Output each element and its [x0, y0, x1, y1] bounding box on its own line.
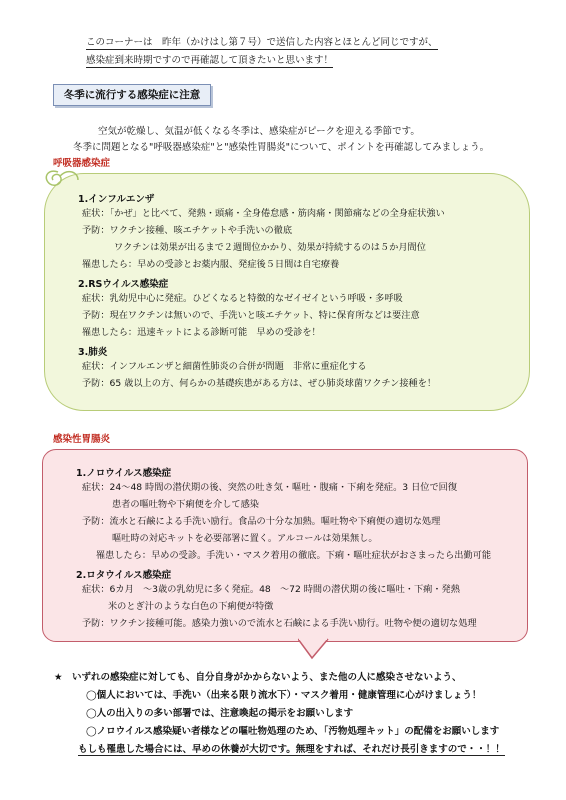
- influenza-title: 1.インフルエンザ: [78, 194, 155, 205]
- scroll-curl-decoration: [38, 164, 82, 200]
- pneumonia-title: 3.肺炎: [78, 347, 108, 358]
- gastro-label: 感染性胃腸炎: [53, 434, 111, 445]
- closing-line-5: もしも罹患した場合には、早めの休養が大切です。無理をすれば、それだけ長引きますので・・！！: [78, 741, 505, 756]
- rotavirus-title: 2.ロタウイルス感染症: [76, 570, 172, 581]
- lead-line-1: 空気が乾燥し、気温が低くなる冬季は、感染症がピークを迎える季節です。: [98, 126, 420, 137]
- lead-line-2: 冬季に問題となる"呼吸器感染症"と"感染性胃腸炎"について、ポイントを再確認してみましょう。: [73, 142, 490, 153]
- section-title: 冬季に流行する感染症に注意: [53, 84, 211, 106]
- norovirus-if-infected: 罹患したら：早めの受診。手洗い・マスク着用の徹底。下痢・嘔吐症状がおさまったら出勤可能: [96, 550, 492, 561]
- influenza-if-infected: 罹患したら：早めの受診とお薬内服、発症後５日間は自宅療養: [82, 259, 340, 270]
- respiratory-label: 呼吸器感染症: [53, 158, 111, 169]
- closing-line-2: ◯個人においては、手洗い（出来る限り流水下）・マスク着用・健康管理に心がけましょう！: [86, 690, 482, 701]
- rsv-prevention: 予防：現在ワクチンは無いので、手洗いと咳エチケット、特に保育所などは要注意: [82, 310, 420, 321]
- norovirus-transmission: 患者の嘔吐物や下痢便を介して感染: [112, 499, 259, 510]
- influenza-prevention: 予防：ワクチン接種、咳エチケットや手洗いの徹底: [82, 225, 293, 236]
- rotavirus-feature: 米のとぎ汁のような白色の下痢便が特徴: [108, 601, 274, 612]
- rsv-symptoms: 症状：乳幼児中心に発症。ひどくなると特徴的なゼイゼイという呼吸・多呼吸: [82, 293, 403, 304]
- intro-line-1: このコーナーは 昨年（かけはし第７号）で送信した内容とほとんど同じですが、: [86, 37, 438, 48]
- closing-line-4: ◯ノロウイルス感染疑い者様などの嘔吐物処理のため、「汚物処理キット」の配備をお願いします: [86, 726, 500, 737]
- closing-line-3: ◯人の出入りの多い部署では、注意喚起の掲示をお願いします: [86, 708, 354, 719]
- norovirus-title: 1.ノロウイルス感染症: [76, 468, 172, 479]
- norovirus-prevention: 予防：流水と石鹸による手洗い励行。食品の十分な加熱。嘔吐物や下痢便の適切な処理: [82, 516, 441, 527]
- pneumonia-prevention: 予防：65 歳以上の方、何らかの基礎疾患がある方は、ぜひ肺炎球菌ワクチン接種を！: [82, 378, 437, 389]
- intro-line-2: 感染症到来時期ですので再確認して頂きたいと思います！: [86, 55, 334, 66]
- closing-line-1: ★ いずれの感染症に対しても、自分自身がかからないよう、また他の人に感染させないよう、: [54, 672, 462, 683]
- norovirus-kit-note: 嘔吐時の対応キットを必要部署に置く。アルコールは効果無し。: [112, 533, 378, 544]
- pneumonia-symptoms: 症状：インフルエンザと細菌性肺炎の合併が問題 非常に重症化する: [82, 361, 367, 372]
- rotavirus-symptoms: 症状：6カ月 ～3歳の乳幼児に多く発症。48 ～72 時間の潜伏期の後に嘔吐・下痢・発熱: [82, 584, 460, 595]
- rsv-title: 2.RSウイルス感染症: [78, 279, 169, 290]
- rsv-if-infected: 罹患したら：迅速キットによる診断可能 早めの受診を！: [82, 327, 321, 338]
- norovirus-symptoms: 症状：24～48 時間の潜伏期の後、突然の吐き気・嘔吐・腹痛・下痢を発症。3 日位で回復: [82, 482, 458, 493]
- influenza-symptoms: 症状：「かぜ」と比べて、発熱・頭痛・全身倦怠感・筋肉痛・関節痛などの全身症状強い: [82, 208, 445, 219]
- influenza-vaccine-note: ワクチンは効果が出るまで２週間位かかり、効果が持続するのは５か月間位: [114, 242, 426, 253]
- callout-pointer: [298, 638, 332, 660]
- rotavirus-prevention: 予防：ワクチン接種可能。感染力強いので流水と石鹸による手洗い励行。吐物や便の適切な処理: [82, 618, 477, 629]
